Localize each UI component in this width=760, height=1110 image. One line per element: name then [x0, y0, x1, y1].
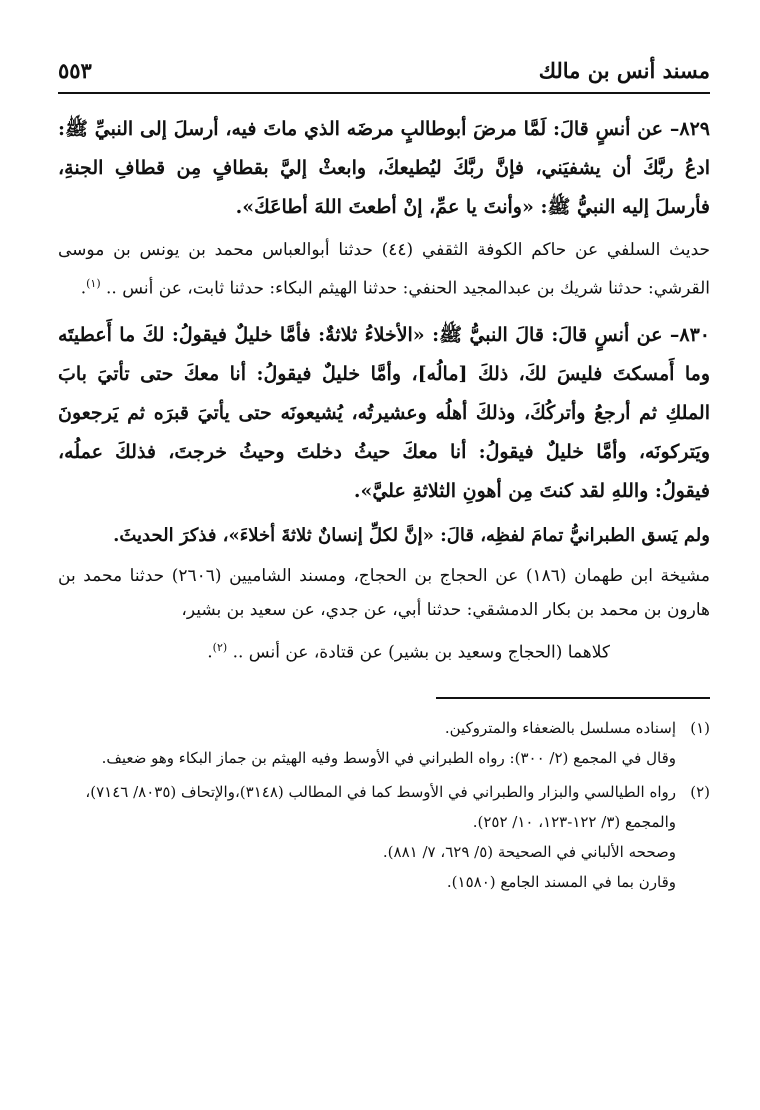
- footnote-line: رواه الطيالسي والبزار والطبراني في الأوسط كما في المطالب (٣١٤٨)،والإتحاف (٨٠٣٥/ ٧١٤٦)، والمجمع (٣/ ١٢٢-١٢٣، ١٠/ ٢٥٢).: [85, 783, 676, 832]
- hadith-number: ٨٣٠–: [662, 323, 710, 346]
- footnote-2: [58, 777, 710, 897]
- footnote-ref-1: (١): [86, 277, 101, 290]
- page: [58, 58, 710, 1058]
- source-text: حديث السلفي عن حاكم الكوفة الثقفي (٤٤) حدثنا أبوالعباس محمد بن يونس بن موسى القرشي: حدثنا شريك بن عبدالمجيد الحنفي: حدثنا الهيثم البكاء: حدثنا ثابت، عن أنس ..: [58, 240, 710, 299]
- page-header: [58, 58, 710, 94]
- source-830-closing: كلاهما (الحجاج وسعيد بن بشير) عن قتادة، عن أنس .. $^{(٢)}$.: [207, 640, 610, 663]
- hadith-number: ٨٢٩–: [663, 118, 710, 140]
- footnote-line: إسناده مسلسل بالضعفاء والمتروكين.: [444, 719, 676, 738]
- footnote-line: وصححه الألباني في الصحيحة (٥/ ٦٢٩، ٧/ ٨٨١).: [382, 843, 676, 862]
- hadith-text: عن أنسٍ قالَ: قالَ النبيُّ ﷺ: «الأخلاءُ ثلاثةٌ: فأمَّا خليلٌ فيقولُ: لكَ ما أَعطيتَه وما أَمسكتَ فليسَ لكَ، ذلكَ [مالُه]، وأمَّا خليلٌ فيقولُ: أنا معكَ حتى تأتيَ بابَ الملكِ ثم أرجعُ وأتركُكَ، وذلكَ أهلُه وعشيرتُه، يُشيعونَه حتى يأتيَ قبرَه ثم يَرجعونَ ويَتركونَه، وأمَّا خليلٌ فيقولُ: أنا معكَ حيثُ دخلتَ وحيثُ خرجتَ، فذلكَ عملُه، فيقولُ: واللهِ لقد كنتَ مِن أهونِ الثلاثةِ عليَّ».: [58, 323, 710, 502]
- footnote-divider: [436, 697, 710, 699]
- footnote-ref-2: (٢): [212, 640, 228, 654]
- footnote-mark: (٢): [690, 783, 710, 802]
- closing-text: كلاهما (الحجاج وسعيد بن بشير) عن قتادة، عن أنس ..: [232, 642, 610, 663]
- note-830: ولم يَسق الطبرانيُّ تمامَ لفظِه، قالَ: «إنَّ لكلِّ إنسانٌ ثلاثةَ أخلاءَ»، فذكرَ الحديثَ.: [113, 524, 710, 546]
- hadith-text: عن أنسٍ قالَ: لَمَّا مرضَ أبوطالبٍ مرضَه الذي ماتَ فيه، أرسلَ إلى النبيِّ ﷺ: ادعُ ربَّكَ أن يشفيَني، فإنَّ ربَّكَ ليُطيعكَ، وابعثْ إليَّ بقطافٍ مِن قطافِ الجنةِ، فأرسلَ إليه النبيُّ ﷺ: «وأنتَ يا عمِّ، إنْ أطعتَ اللهَ أطاعَكَ».: [58, 118, 710, 218]
- footnote-line: وقال في المجمع (٢/ ٣٠٠): رواه الطبراني في الأوسط وفيه الهيثم بن جماز البكاء وهو ضعيف.: [101, 749, 676, 768]
- page-number: ٥٥٣: [58, 58, 92, 83]
- page-body: [58, 110, 710, 669]
- source-829: حديث السلفي عن حاكم الكوفة الثقفي (٤٤) حدثنا أبوالعباس محمد بن يونس بن موسى القرشي: حدثنا شريك بن عبدالمجيد الحنفي: حدثنا الهيثم البكاء: حدثنا ثابت، عن أنس .. $^{(١)}$.: [58, 240, 710, 299]
- source-text: مشيخة ابن طهمان (١٨٦) عن الحجاج بن الحجاج، ومسند الشاميين (٢٦٠٦) حدثنا محمد بن هارون بن محمد بن بكار الدمشقي: حدثنا أبي، عن جدي، عن سعيد بن بشير،: [58, 565, 711, 620]
- footnotes: [58, 713, 710, 897]
- footnote-mark: (١): [690, 719, 710, 738]
- hadith-829: [58, 110, 710, 227]
- running-title: مسند أنس بن مالك: [538, 58, 710, 83]
- footnote-1: [58, 713, 710, 773]
- footnote-line: وقارن بما في المسند الجامع (١٥٨٠).: [446, 873, 676, 892]
- source-830: [58, 559, 710, 627]
- hadith-830: [58, 316, 710, 511]
